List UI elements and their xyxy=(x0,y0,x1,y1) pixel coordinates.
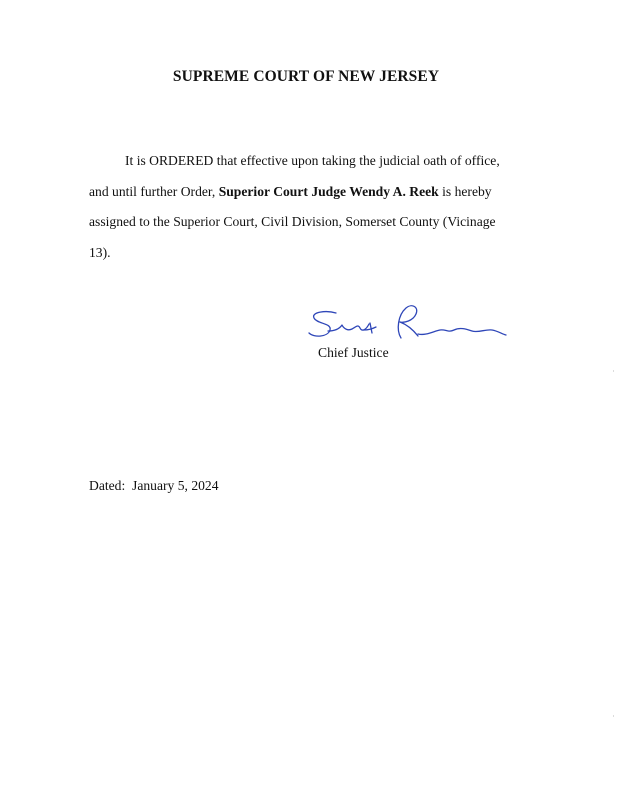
dated-label: Dated: xyxy=(89,478,126,493)
scan-edge-mark xyxy=(613,715,614,717)
order-line-2-end: is hereby xyxy=(438,183,492,199)
court-title: SUPREME COURT OF NEW JERSEY xyxy=(172,68,440,85)
signature-title: Chief Justice xyxy=(318,345,389,360)
scan-edge-mark xyxy=(613,370,614,372)
order-line-3: assigned to the Superior Court, Civil Division, Somerset County (Vicinage xyxy=(89,214,496,229)
dated-value: January 5, 2024 xyxy=(132,478,219,493)
order-line-4: 13). xyxy=(89,244,111,260)
dated-line xyxy=(89,478,219,494)
order-line-2-start: and until further Order, xyxy=(89,183,219,199)
order-line-2 xyxy=(89,177,529,208)
judge-name: Superior Court Judge Wendy A. Reek xyxy=(218,183,439,199)
order-text xyxy=(89,146,529,268)
chief-justice-signature xyxy=(306,300,511,348)
order-line-1: It is ORDERED that effective upon taking the judicial oath of office, xyxy=(125,153,500,168)
